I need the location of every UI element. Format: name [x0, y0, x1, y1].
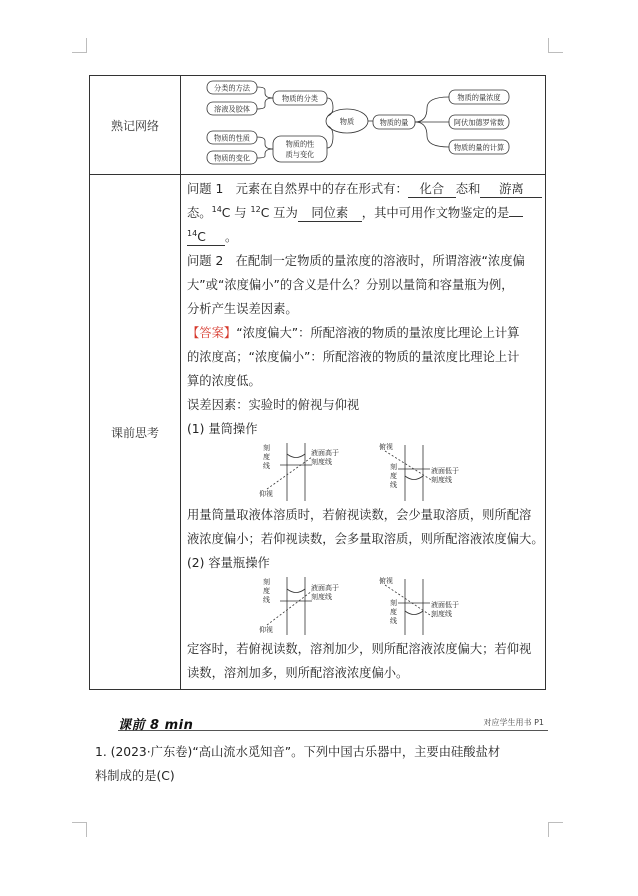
answer-sub2-text1: 定容时，若俯视读数，溶剂加少，则所配溶液浓度偏大；若仰视 [187, 642, 532, 656]
network-cell [181, 76, 546, 175]
q1-line3 [187, 225, 540, 249]
fig1-scale-b1: 刻 [390, 463, 397, 471]
fig2-scale-a2: 度 [263, 587, 270, 595]
answer-sub1: (1) 量筒操作 [187, 422, 258, 436]
crop-mark-bottom-right [548, 822, 563, 837]
net-group-property-change-1: 物质的性 [285, 139, 315, 149]
thinking-cell [181, 175, 546, 690]
cylinder-diagram [187, 441, 527, 503]
fig2-higher-1: 液面高于 [311, 584, 339, 592]
fig1-scale-a3: 线 [263, 462, 270, 470]
lesson-title: 课前 8 min [118, 718, 194, 733]
fig1-downview: 俯视 [379, 443, 393, 451]
lesson-header [118, 714, 548, 731]
fig1-scale-a2: 度 [263, 453, 270, 461]
question-1-line1: 1. (2023·广东卷)“高山流水觅知音”。下列中国古乐器中，主要由硅酸盐材 [95, 745, 501, 759]
knowledge-network-diagram [187, 78, 545, 170]
fig2-lower-2: 刻度线 [431, 610, 452, 618]
net-group-classification: 物质的分类 [282, 94, 318, 103]
question-1 [95, 740, 550, 788]
lesson-page-ref: 对应学生用书 P1 [483, 718, 544, 727]
q1-blank-dating-start [509, 216, 523, 217]
q1-blank-isotope: 同位素 [298, 205, 362, 222]
network-row [90, 76, 546, 175]
q2-line1: 问题 2 在配制一定物质的量浓度的溶液时，所谓溶液“浓度偏 [187, 254, 525, 268]
net-item-properties: 物质的性质 [214, 133, 250, 143]
flask-figure [187, 575, 540, 637]
q1-iso-a: C 与 [221, 206, 251, 220]
fig2-scale-a1: 刻 [263, 578, 270, 586]
fig1-upview: 仰视 [259, 490, 273, 498]
q1-dating-mass: 14 [187, 228, 198, 238]
q1-prefix: 问题 1 元素在自然界中的存在形式有： [187, 182, 408, 196]
net-item-avogadro: 阿伏加德罗常数 [453, 118, 505, 127]
fig1-scale-a1: 刻 [263, 444, 270, 452]
answer-line1 [187, 321, 540, 345]
fig2-scale-b1: 刻 [390, 599, 397, 607]
net-group-property-change-2: 质与变化 [285, 150, 315, 159]
thinking-row [90, 175, 546, 690]
answer-sub1-text1: 用量筒量取液体溶质时，若俯视读数，会少量取溶质，则所配溶 [187, 508, 532, 522]
answer-line2: 的浓度高；“浓度偏小”：所配溶液的物质的量浓度比理论上计 [187, 350, 520, 364]
q1-line2 [187, 201, 540, 225]
q1-iso-b: C 互为 [260, 206, 298, 220]
network-row-label: 熟记网络 [90, 76, 181, 175]
net-item-classification-method: 分类的方法 [214, 83, 250, 93]
answer-sub2: (2) 容量瓶操作 [187, 556, 270, 570]
fig2-higher-2: 刻度线 [311, 593, 332, 601]
crop-mark-top-right [548, 38, 563, 53]
net-item-changes: 物质的变化 [214, 153, 250, 163]
q1-end: 。 [225, 230, 238, 244]
net-group-amount: 物质的量 [379, 118, 409, 127]
fig2-lower-1: 液面低于 [431, 601, 459, 609]
fig1-higher-2: 刻度线 [311, 458, 332, 466]
knowledge-network [187, 78, 540, 170]
question-1-line2: 料制成的是(C) [95, 769, 175, 783]
net-center: 物质 [339, 117, 355, 126]
net-item-concentration: 物质的量浓度 [457, 93, 501, 102]
fig1-lower-1: 液面低于 [431, 467, 459, 475]
net-item-solution-colloid: 溶液及胶体 [214, 104, 250, 114]
fig1-scale-b2: 度 [390, 472, 397, 480]
q1-mid: 态和 [455, 182, 481, 196]
answer-sub2-text2: 读数，溶剂加多，则所配溶液浓度偏小。 [187, 666, 409, 680]
q2-line2: 大”或“浓度偏小”的含义是什么？分别以量筒和容量瓶为例， [187, 278, 514, 292]
q1-blank-dating [187, 229, 225, 246]
answer-tag: 【答案】 [187, 326, 237, 340]
answer-sub1-text2: 液浓度偏小；若仰视读数，会多量取溶质，则所配溶液浓度偏大。 [187, 532, 544, 546]
answer-line3: 算的浓度低。 [187, 374, 261, 388]
q1-blank-free: 游离 [480, 181, 542, 198]
crop-mark-bottom-left [72, 822, 87, 837]
q1-state-suffix: 态。 [187, 206, 212, 220]
study-table [89, 75, 546, 690]
answer-text1: “浓度偏大”：所配溶液的物质的量浓度比理论上计算 [236, 326, 520, 340]
cylinder-figure [187, 441, 540, 503]
thinking-row-label: 课前思考 [90, 175, 181, 690]
q1-dating-text: ，其中可用作文物鉴定的是 [361, 206, 510, 220]
fig2-upview: 仰视 [259, 626, 273, 634]
crop-mark-top-left [72, 38, 87, 53]
q1-iso-b-mass: 12 [250, 204, 261, 214]
flask-diagram [187, 575, 527, 637]
fig1-scale-b3: 线 [390, 481, 397, 489]
fig2-scale-b2: 度 [390, 608, 397, 616]
answer-line4: 误差因素：实验时的俯视与仰视 [187, 398, 360, 412]
fig1-higher-1: 液面高于 [311, 449, 339, 457]
fig1-lower-2: 刻度线 [431, 476, 452, 484]
q2-line3: 分析产生误差因素。 [187, 302, 298, 316]
q1-iso-a-mass: 14 [211, 204, 222, 214]
fig2-downview: 俯视 [379, 577, 393, 585]
fig2-scale-b3: 线 [390, 617, 397, 625]
fig2-scale-a3: 线 [263, 596, 270, 604]
net-item-calculation: 物质的量的计算 [453, 143, 505, 152]
q1-dating-element: C [197, 230, 206, 244]
q1-blank-combined: 化合 [408, 181, 456, 198]
q1-line1 [187, 177, 540, 201]
